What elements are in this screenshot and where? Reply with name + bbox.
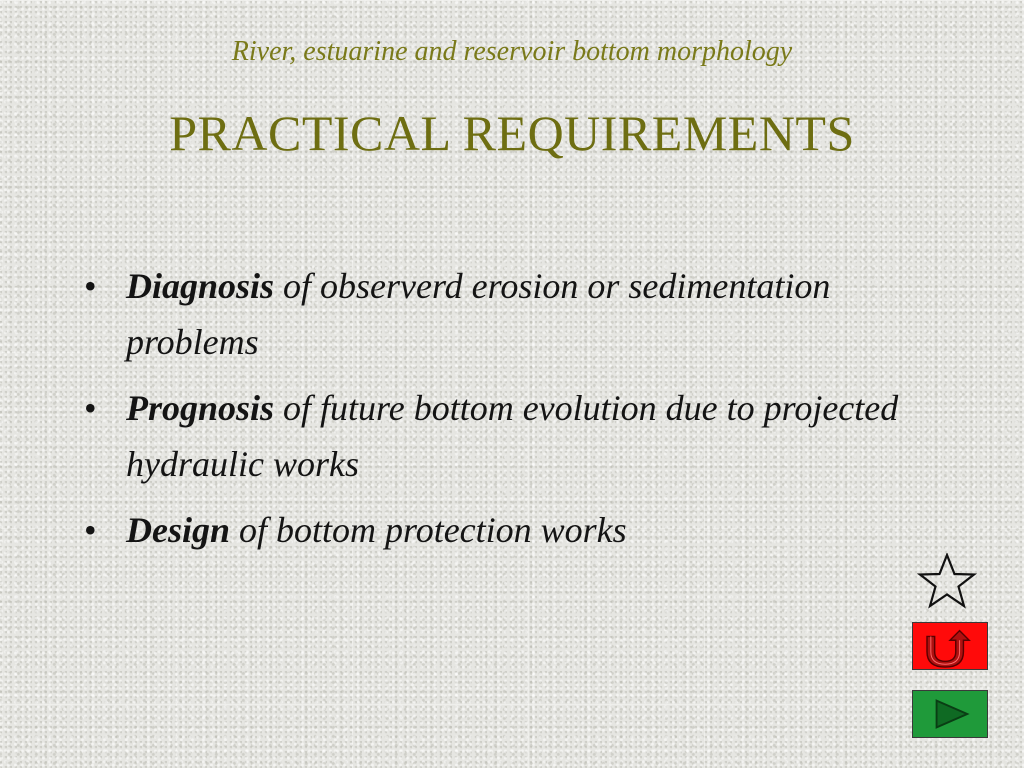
star-outline-icon xyxy=(912,553,982,609)
star-button[interactable] xyxy=(912,553,982,609)
bullet-marker: • xyxy=(84,388,97,428)
bullet-keyword: Prognosis xyxy=(126,388,275,428)
bullet-marker: • xyxy=(84,510,97,550)
bullet-list xyxy=(84,258,954,568)
bullet-keyword: Design xyxy=(126,510,231,550)
bullet-item-design xyxy=(84,502,954,558)
bullet-marker: • xyxy=(84,266,97,306)
slide-subtitle: River, estuarine and reservoir bottom morphology xyxy=(231,36,793,67)
bullet-keyword: Diagnosis xyxy=(126,266,275,306)
bullet-text: of observerd erosion or sedimentation problems xyxy=(126,266,831,362)
return-button[interactable] xyxy=(912,622,988,670)
next-button[interactable] xyxy=(912,690,988,738)
u-turn-return-icon xyxy=(913,623,987,669)
bullet-item-diagnosis xyxy=(84,258,954,370)
play-triangle-icon xyxy=(913,691,987,737)
slide-title: PRACTICAL REQUIREMENTS xyxy=(169,105,855,161)
bullet-item-prognosis xyxy=(84,380,954,492)
bullet-text: of bottom protection works xyxy=(230,510,627,550)
bullet-text: of future bottom evolution due to projected hydraulic works xyxy=(126,388,899,484)
